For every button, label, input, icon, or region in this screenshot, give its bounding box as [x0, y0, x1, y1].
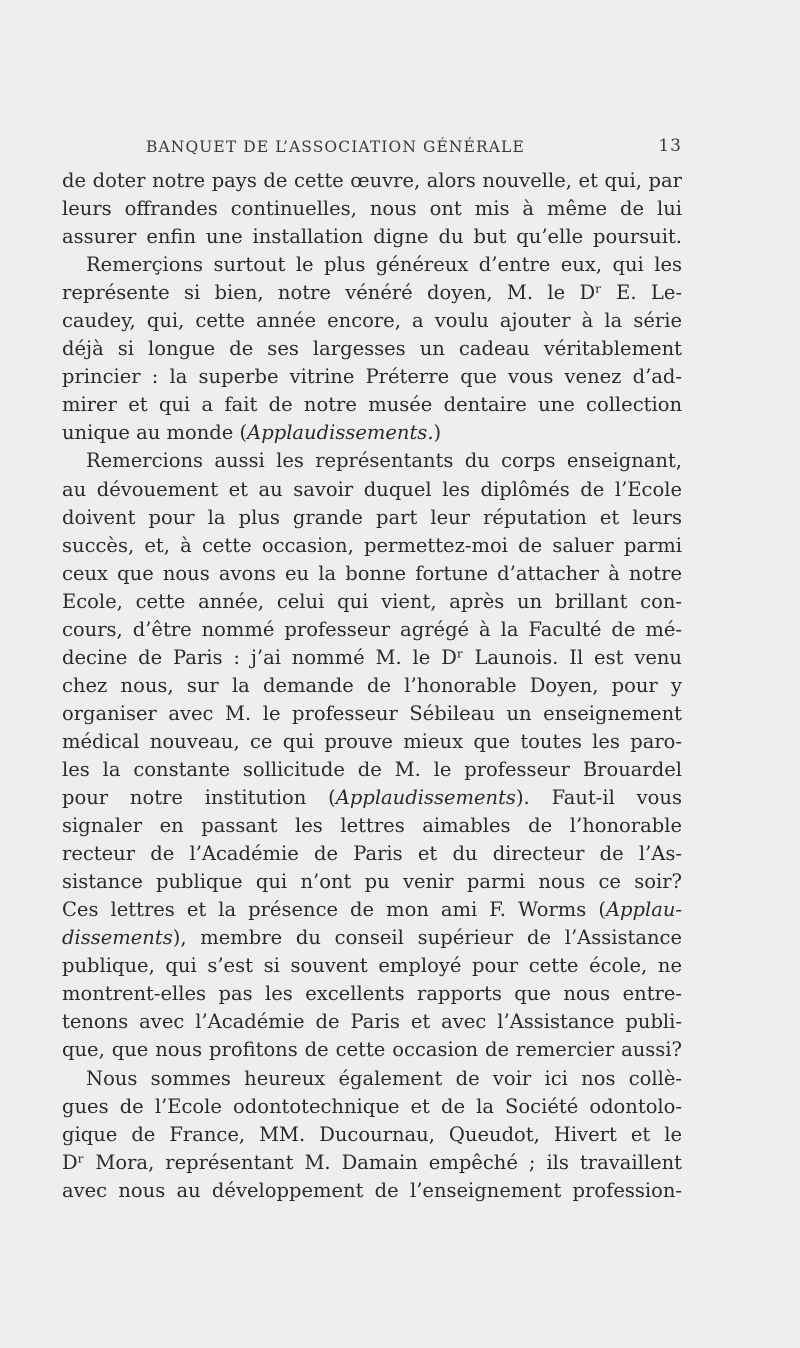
text-line: cours, d’être nommé professeur agrégé à la Faculté de mé-: [62, 617, 682, 641]
text-line: montrent-elles pas les excellents rapports que nous entre-: [62, 982, 682, 1006]
italic-text: Applaudissements.: [247, 421, 434, 445]
text-line: recteur de l’Académie de Paris et du directeur de l’As-: [62, 842, 682, 866]
text-line: Nous sommes heureux également de voir ici nos collè-: [86, 1066, 682, 1090]
text-line: les la constante sollicitude de M. le professeur Brouardel: [62, 757, 682, 781]
italic-text: Applau-: [605, 898, 682, 922]
body-text: [62, 167, 682, 1205]
text-line: leurs offrandes continuelles, nous ont mis à même de lui: [62, 197, 682, 221]
text-segment: ), membre du conseil supérieur de l’Assistance: [172, 926, 682, 950]
text-line: ceux que nous avons eu la bonne fortune d’attacher à notre: [62, 561, 682, 585]
text-line: [62, 924, 682, 952]
text-segment: pour notre institution (: [62, 786, 336, 810]
text-line: [62, 419, 682, 447]
text-line: déjà si longue de ses largesses un cadeau véritablement: [62, 337, 682, 361]
text-line: decine de Paris : j’ai nommé M. le Dʳ Launois. Il est venu: [62, 645, 682, 669]
text-line: au dévouement et au savoir duquel les diplômés de l’Ecole: [62, 477, 682, 501]
text-line: caudey, qui, cette année encore, a voulu ajouter à la série: [62, 309, 682, 333]
text-line: Remercions aussi les représentants du corps enseignant,: [86, 449, 682, 473]
text-line: chez nous, sur la demande de l’honorable Doyen, pour y: [62, 673, 682, 697]
text-segment: ): [433, 421, 442, 445]
italic-text: dissements: [62, 926, 173, 950]
text-line: organiser avec M. le professeur Sébileau un enseignement: [62, 701, 682, 725]
text-line: [62, 896, 682, 924]
text-line: [62, 784, 682, 812]
page-number: 13: [658, 136, 682, 156]
text-line: médical nouveau, ce qui prouve mieux que toutes les paro-: [62, 729, 682, 753]
text-line: publique, qui s’est si souvent employé pour cette école, ne: [62, 954, 682, 978]
text-line: tenons avec l’Académie de Paris et avec l’Assistance publi-: [62, 1010, 682, 1034]
text-segment: Ces lettres et la présence de mon ami F. Worms (: [62, 898, 606, 922]
running-title: BANQUET DE L’ASSOCIATION GÉNÉRALE: [146, 138, 525, 156]
text-line: que, que nous profitons de cette occasion de remercier aussi?: [62, 1038, 682, 1062]
text-segment: unique au monde (: [62, 421, 248, 445]
text-line: de doter notre pays de cette œuvre, alors nouvelle, et qui, par: [62, 169, 682, 192]
text-line: sistance publique qui n’ont pu venir parmi nous ce soir?: [62, 870, 682, 894]
italic-text: Applaudissements: [335, 786, 516, 810]
text-line: représente si bien, notre vénéré doyen, M. le Dʳ E. Le-: [62, 281, 682, 305]
text-line: avec nous au développement de l’enseignement profession-: [62, 1178, 682, 1202]
text-line: Dʳ Mora, représentant M. Damain empêché ; ils travaillent: [62, 1150, 682, 1174]
text-segment: ). Faut-il vous: [515, 786, 682, 810]
text-line: signaler en passant les lettres aimables de l’honorable: [62, 814, 682, 838]
text-line: doivent pour la plus grande part leur réputation et leurs: [62, 505, 682, 529]
text-line: Remerçions surtout le plus généreux d’entre eux, qui les: [86, 253, 682, 277]
text-line: assurer enfin une installation digne du but qu’elle poursuit.: [62, 225, 682, 249]
running-head: [62, 133, 682, 163]
text-line: gique de France, MM. Ducournau, Queudot, Hivert et le: [62, 1122, 682, 1146]
text-line: princier : la superbe vitrine Préterre que vous venez d’ad-: [62, 365, 682, 389]
text-line: succès, et, à cette occasion, permettez-moi de saluer parmi: [62, 533, 682, 557]
text-line: Ecole, cette année, celui qui vient, après un brillant con-: [62, 589, 682, 613]
text-line: mirer et qui a fait de notre musée dentaire une collection: [62, 393, 682, 417]
text-line: gues de l’Ecole odontotechnique et de la Société odontolo-: [62, 1094, 682, 1118]
